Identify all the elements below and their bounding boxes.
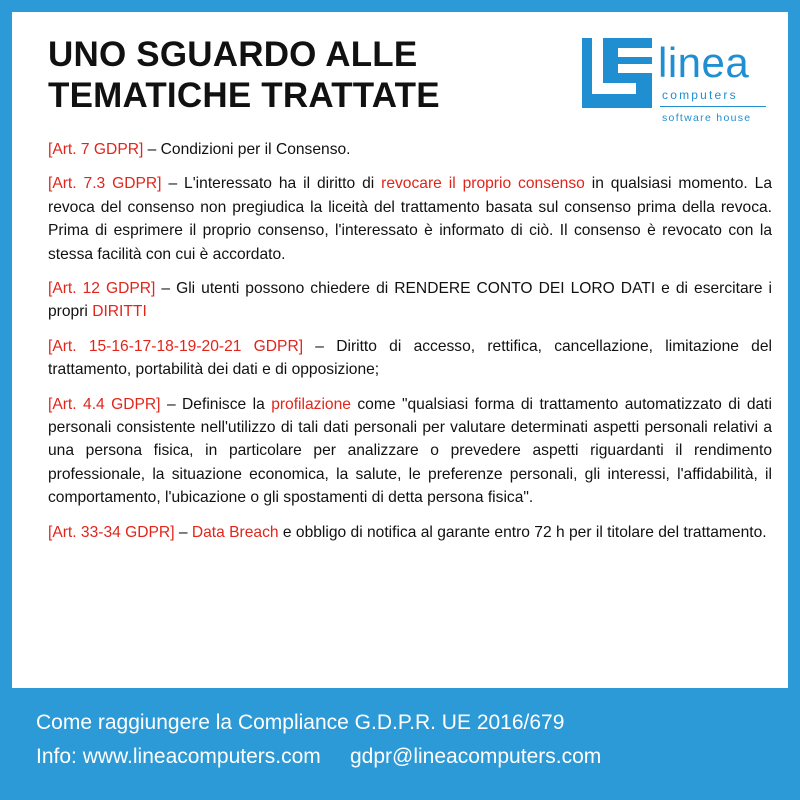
article-paragraph: [48, 138, 772, 161]
logo-subtitle: computers: [662, 88, 738, 102]
article-ref: [Art. 4.4 GDPR]: [48, 395, 161, 413]
article-ref: [Art. 12 GDPR]: [48, 280, 156, 298]
compliance-headline: Come raggiungere la Compliance G.D.P.R. UE 2016/679: [36, 711, 565, 734]
article-ref: [Art. 7.3 GDPR]: [48, 175, 162, 193]
article-paragraph: [48, 172, 772, 266]
article-highlight: profilazione: [271, 395, 351, 413]
logo-tagline: software house: [662, 112, 752, 124]
content-card: [12, 12, 788, 688]
article-paragraph: [48, 335, 772, 382]
email-link[interactable]: gdpr@lineacomputers.com: [349, 745, 602, 768]
linea-logo-mark-icon: [582, 38, 652, 108]
title-line-2: TEMATICHE TRATTATE: [48, 76, 440, 115]
article-text: – Diritto di accesso, rettifica, cancellazione, limitazione del trattamento, portabilità dei dati e di opposizione;: [48, 337, 772, 379]
article-paragraph: [48, 521, 772, 544]
article-text: in qualsiasi momento. La revoca del consenso non pregiudica la liceità del trattamento basata sul consenso prima della revoca. Prima di esprimere il proprio consenso, l'interessato è informato di ciò. Il consenso è revocato con la stessa facilità con cui è accordato.: [48, 175, 773, 263]
website-link[interactable]: www.lineacomputers.com: [82, 745, 321, 768]
article-highlight: DIRITTI: [92, 303, 147, 321]
article-text: – Gli utenti possono chiedere di RENDERE CONTO DEI LORO DATI e di esercitare i propri: [48, 280, 772, 321]
article-paragraph: [48, 277, 772, 324]
info-label: Info:: [36, 745, 83, 768]
article-paragraph: [48, 393, 772, 510]
article-highlight: revocare il proprio consenso: [381, 175, 585, 193]
contact-line: [36, 740, 776, 774]
linea-computers-logo: [582, 38, 772, 130]
title-line-1: UNO SGUARDO ALLE: [48, 35, 418, 74]
article-text: – L'interessato ha il diritto di: [161, 175, 382, 193]
article-ref: [Art. 33-34 GDPR]: [48, 523, 175, 541]
article-ref: [Art. 15-16-17-18-19-20-21 GDPR]: [48, 337, 304, 355]
article-ref: [Art. 7 GDPR]: [48, 141, 144, 158]
article-text: e obbligo di notifica al garante entro 72 h per il titolare del trattamento.: [278, 523, 767, 541]
footer-banner: [36, 706, 776, 774]
article-text: – Condizioni per il Consenso.: [143, 141, 351, 158]
logo-divider: [660, 106, 766, 107]
article-highlight: Data Breach: [191, 523, 279, 541]
article-text: – Definisce la: [160, 395, 272, 413]
article-text: come "qualsiasi forma di trattamento automatizzato di dati personali consistente nell'utilizzo di tali dati personali per valutare determinati aspetti personali relativi a una persona fisica, in particolare per analizzare o prevedere aspetti riguardanti il rendimento professionale, la situazione economica, la salute, le preferenze personali, gli interessi, l'affidabilità, il comportamento, l'ubicazione o gli spostamenti di detta persona fisica".: [48, 395, 772, 507]
articles-list: [48, 138, 772, 544]
page-title: [48, 34, 440, 116]
logo-wordmark: linea: [658, 39, 750, 86]
article-text: –: [174, 523, 192, 541]
